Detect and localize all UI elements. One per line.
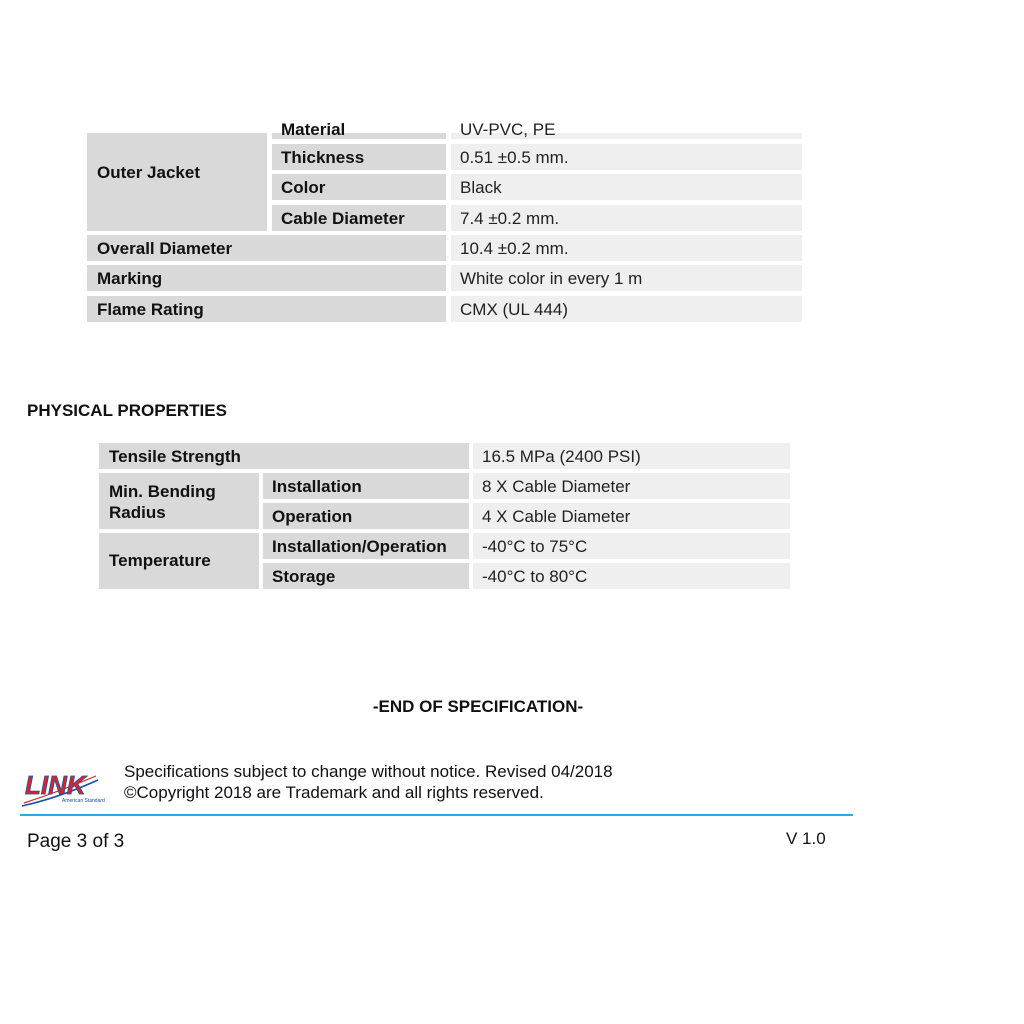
table-cell-value: 0.51 ±0.5 mm. (451, 144, 802, 170)
table-cell-label: Operation (263, 503, 469, 529)
footer-line-1: Specifications subject to change without notice. Revised 04/2018 (124, 762, 613, 781)
table-row-clipped-value-cell (451, 120, 802, 139)
table-cell-label: Storage (263, 563, 469, 589)
table-cell-value: 7.4 ±0.2 mm. (451, 205, 802, 231)
table-cell-value: 10.4 ±0.2 mm. (451, 235, 802, 261)
table-cell-label: Installation/Operation (263, 533, 469, 559)
table-cell-label: Thickness (272, 144, 446, 170)
footer-notice (124, 761, 613, 803)
table-cell-value: 16.5 MPa (2400 PSI) (473, 443, 790, 469)
footer-line-2: ©Copyright 2018 are Trademark and all rights reserved. (124, 783, 544, 802)
table-cell-value: -40°C to 80°C (473, 563, 790, 589)
table-cell-value: -40°C to 75°C (473, 533, 790, 559)
page-number: Page 3 of 3 (27, 831, 125, 852)
table-cell-value: 8 X Cable Diameter (473, 473, 790, 499)
end-of-specification: -END OF SPECIFICATION- (372, 697, 584, 716)
table-cell-label: Flame Rating (87, 296, 446, 322)
logo-subtext: American Standard (62, 798, 105, 804)
logo-text: LINK (25, 770, 86, 800)
table-cell-label: Color (272, 174, 446, 200)
table-cell-label: Installation (263, 473, 469, 499)
table-cell-value: CMX (UL 444) (451, 296, 802, 322)
table-cell-value: UV-PVC, PE (460, 120, 556, 139)
company-logo (18, 762, 105, 810)
table-cell-label: Tensile Strength (99, 443, 469, 469)
table-cell-label: Marking (87, 265, 446, 291)
min-bending-radius-label: Min. Bending Radius (99, 473, 259, 529)
table-cell-value: Black (451, 174, 802, 200)
footer-divider (20, 814, 853, 816)
temperature-label: Temperature (99, 533, 259, 589)
table-cell-value: 4 X Cable Diameter (473, 503, 790, 529)
table-cell-label: Material (281, 120, 346, 139)
link-logo-icon (18, 762, 105, 810)
table-cell-label: Cable Diameter (272, 205, 446, 231)
table-row-clipped-label-cell (272, 120, 446, 139)
section-title: PHYSICAL PROPERTIES (27, 401, 227, 420)
version-label: V 1.0 (786, 829, 826, 848)
outer-jacket-label: Outer Jacket (87, 133, 267, 231)
table-cell-label: Overall Diameter (87, 235, 446, 261)
table-cell-value: White color in every 1 m (451, 265, 802, 291)
